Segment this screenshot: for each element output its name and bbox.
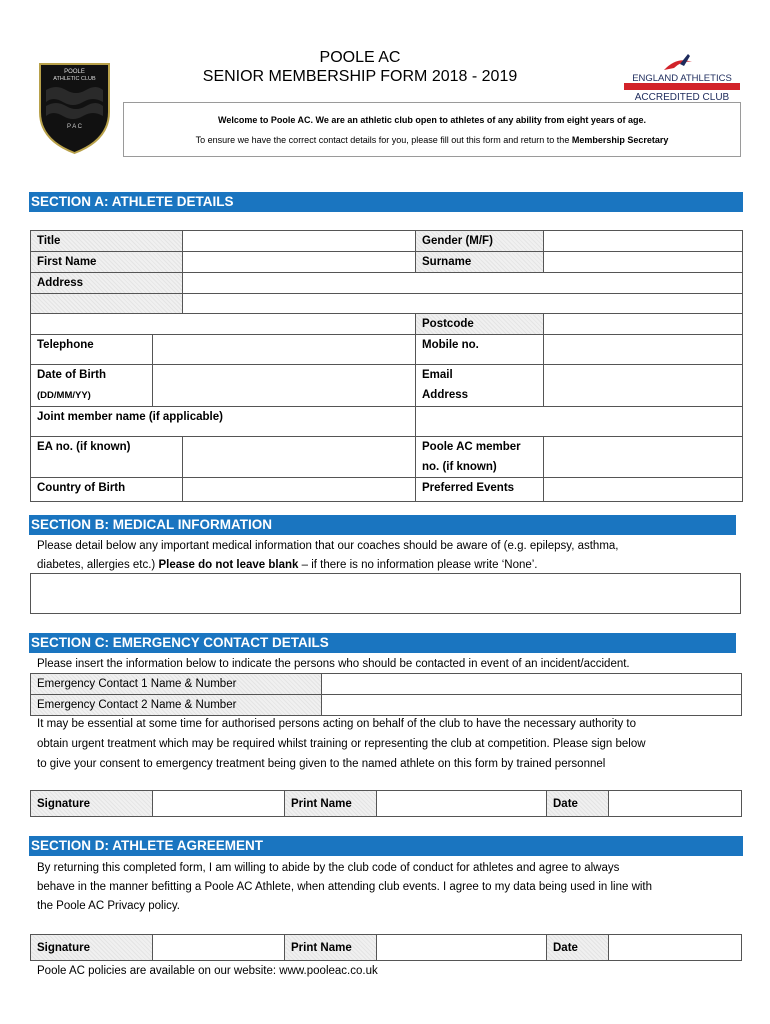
agreement-signature-table <box>30 934 742 961</box>
consent-signature-label: Signature <box>31 791 153 817</box>
ea-logo-text-1: ENGLAND ATHLETICS <box>632 73 732 84</box>
poole-member-no-input[interactable] <box>544 437 743 478</box>
england-athletics-logo <box>622 52 742 102</box>
consent-signature-table <box>30 790 742 817</box>
agreement-print-name-input[interactable] <box>377 935 547 961</box>
preferred-events-input[interactable] <box>544 478 743 502</box>
emergency-contacts-table <box>30 673 742 716</box>
section-a-header: SECTION A: ATHLETE DETAILS <box>29 192 743 212</box>
emergency-intro: Please insert the information below to indicate the persons who should be contacted in event of an incident/accident. <box>37 658 630 670</box>
country-of-birth-input[interactable] <box>183 478 416 502</box>
mobile-input[interactable] <box>544 335 743 365</box>
form-title-line2: SENIOR MEMBERSHIP FORM 2018 - 2019 <box>202 68 518 85</box>
club-crest-logo <box>36 60 113 155</box>
agreement-signature-label: Signature <box>31 935 153 961</box>
first-name-label: First Name <box>31 252 183 273</box>
telephone-label: Telephone <box>31 335 153 365</box>
consent-print-name-input[interactable] <box>377 791 547 817</box>
address-input-line2[interactable] <box>183 294 743 314</box>
title-label: Title <box>31 231 183 252</box>
consent-text-line3: to give your consent to emergency treatment being given to the named athlete on this form by trained personnel <box>37 758 606 770</box>
surname-label: Surname <box>416 252 544 273</box>
form-title-line1: POOLE AC <box>319 49 401 66</box>
ea-number-label: EA no. (if known) <box>31 437 183 478</box>
section-c-header: SECTION C: EMERGENCY CONTACT DETAILS <box>29 633 736 653</box>
consent-date-input[interactable] <box>609 791 742 817</box>
gender-input[interactable] <box>544 231 743 252</box>
agreement-date-input[interactable] <box>609 935 742 961</box>
section-b-header: SECTION B: MEDICAL INFORMATION <box>29 515 736 535</box>
address-label-spacer <box>31 294 183 314</box>
emergency-contact-2-input[interactable] <box>322 695 742 716</box>
consent-print-name-label: Print Name <box>285 791 377 817</box>
ea-logo-text-2: ACCREDITED CLUB <box>634 92 730 102</box>
agreement-text-line1: By returning this completed form, I am willing to abide by the club code of conduct for athletes and agree to always <box>37 862 620 874</box>
agreement-signature-input[interactable] <box>153 935 285 961</box>
email-label: Email Address <box>416 365 544 407</box>
medical-info-input[interactable] <box>30 573 741 614</box>
address-input-line3[interactable] <box>31 314 416 335</box>
crest-text-2: ATHLETIC CLUB <box>53 76 96 82</box>
country-of-birth-label: Country of Birth <box>31 478 183 502</box>
ea-number-input[interactable] <box>183 437 416 478</box>
policies-footer: Poole AC policies are available on our website: www.pooleac.co.uk <box>37 965 378 977</box>
dob-input[interactable] <box>153 365 416 407</box>
address-input-line1[interactable] <box>183 273 743 294</box>
emergency-contact-2-label: Emergency Contact 2 Name & Number <box>31 695 322 716</box>
consent-text-line1: It may be essential at some time for authorised persons acting on behalf of the club to have the necessary authority to <box>37 718 636 730</box>
postcode-label: Postcode <box>416 314 544 335</box>
welcome-text: Welcome to Poole AC. We are an athletic club open to athletes of any ability from eight years of age. <box>218 115 646 125</box>
agreement-text-line2: behave in the manner befitting a Poole AC Athlete, when attending club events. I agree to my data being used in line with <box>37 881 653 893</box>
agreement-text-line3: the Poole AC Privacy policy. <box>37 900 180 912</box>
surname-input[interactable] <box>544 252 743 273</box>
welcome-box <box>123 102 741 157</box>
poole-member-no-label: Poole AC member no. (if known) <box>416 437 544 478</box>
joint-member-label: Joint member name (if applicable) <box>31 407 416 437</box>
crest-text-1: POOLE <box>64 69 85 75</box>
mobile-label: Mobile no. <box>416 335 544 365</box>
consent-signature-input[interactable] <box>153 791 285 817</box>
telephone-input[interactable] <box>153 335 416 365</box>
consent-date-label: Date <box>547 791 609 817</box>
emergency-contact-1-label: Emergency Contact 1 Name & Number <box>31 674 322 695</box>
emergency-contact-1-input[interactable] <box>322 674 742 695</box>
email-input[interactable] <box>544 365 743 407</box>
joint-member-input[interactable] <box>416 407 743 437</box>
title-input[interactable] <box>183 231 416 252</box>
dob-format-hint: (DD/MM/YY) <box>37 390 91 401</box>
preferred-events-label: Preferred Events <box>416 478 544 502</box>
gender-label: Gender (M/F) <box>416 231 544 252</box>
contact-intro-text: To ensure we have the correct contact details for you, please fill out this form and return to the Membership Secretary <box>195 135 669 145</box>
medical-instructions-line1: Please detail below any important medical information that our coaches should be aware of (e.g. epilepsy, asthma, <box>37 540 619 552</box>
first-name-input[interactable] <box>183 252 416 273</box>
membership-secretary: Membership Secretary <box>571 135 669 145</box>
agreement-print-name-label: Print Name <box>285 935 377 961</box>
crest-letters: P A C <box>67 124 82 130</box>
address-label: Address <box>31 273 183 294</box>
athlete-details-table <box>30 230 743 502</box>
postcode-input[interactable] <box>544 314 743 335</box>
consent-text-line2: obtain urgent treatment which may be required whilst training or representing the club at competition. Please sign below <box>37 738 646 750</box>
agreement-date-label: Date <box>547 935 609 961</box>
section-d-header: SECTION D: ATHLETE AGREEMENT <box>29 836 743 856</box>
medical-instructions-line2: diabetes, allergies etc.) Please do not leave blank – if there is no information please write ‘None’. <box>37 559 538 571</box>
dob-label: Date of Birth (DD/MM/YY) <box>31 365 153 407</box>
